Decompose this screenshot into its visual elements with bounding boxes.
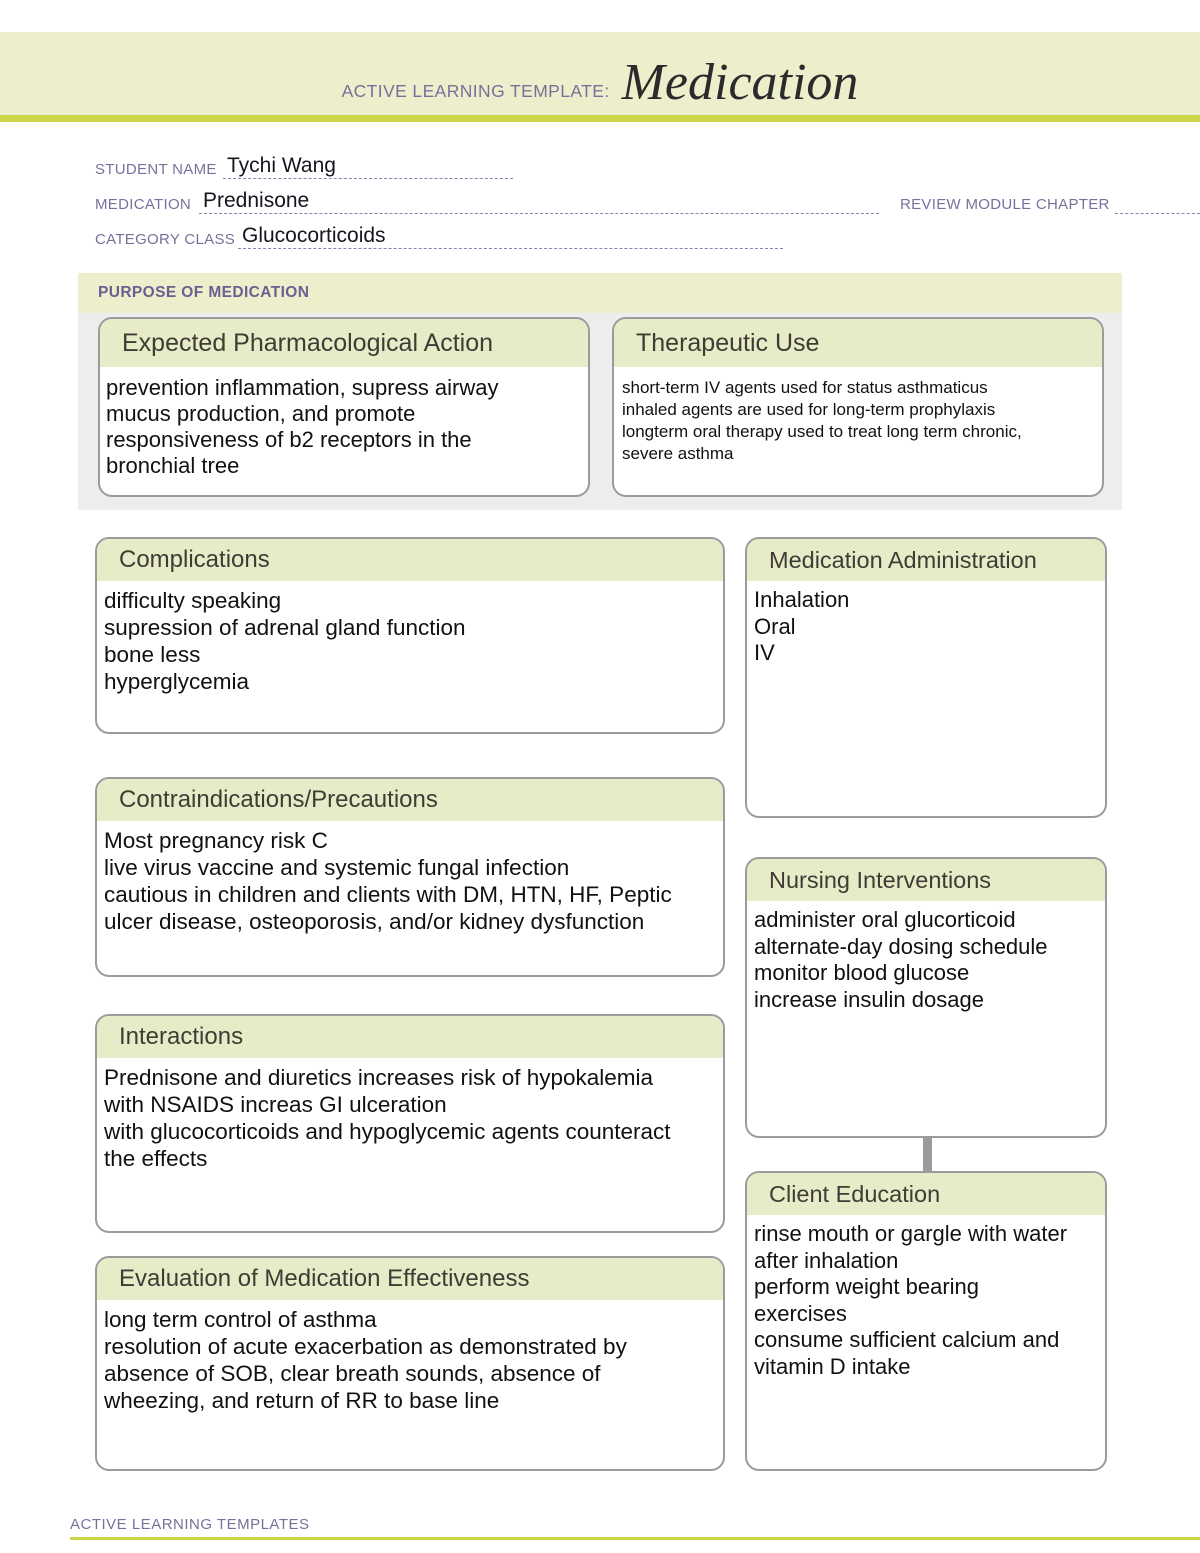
header-band (0, 32, 1200, 122)
complications-content[interactable] (97, 581, 723, 695)
content-line: short-term IV agents used for status asthmaticus (622, 378, 988, 397)
complications-title: Complications (119, 546, 270, 573)
content-line: Oral (754, 613, 796, 639)
content-line: administer oral glucorticoid (754, 907, 1016, 932)
content-line: resolution of acute exacerbation as demonstrated by (104, 1334, 627, 1359)
interactions-content[interactable] (97, 1058, 723, 1172)
expected-pharmacological-action-content[interactable] (100, 367, 588, 479)
content-line: monitor blood glucose (754, 960, 970, 985)
therapeutic-use-title: Therapeutic Use (636, 328, 820, 357)
therapeutic-use-box[interactable] (612, 317, 1104, 497)
evaluation-of-medication-effectiveness-title: Evaluation of Medication Effectiveness (119, 1265, 530, 1292)
content-line: after inhalation (754, 1247, 899, 1273)
content-line: Most pregnancy risk C (104, 828, 328, 853)
client-education-header (747, 1173, 1105, 1215)
content-line: supression of adrenal gland function (104, 615, 466, 640)
page-title: Medication (621, 54, 859, 111)
student-info-section (95, 150, 1110, 255)
category-class-underline (238, 248, 783, 249)
evaluation-of-medication-effectiveness-header (97, 1258, 723, 1300)
footer (70, 1516, 1200, 1540)
content-line: with glucocorticoids and hypoglycemic agents counteract (104, 1119, 671, 1144)
content-line: IV (754, 640, 775, 665)
nursing-interventions-box[interactable] (745, 857, 1107, 1138)
interactions-box[interactable] (95, 1014, 725, 1233)
content-line: long term control of asthma (104, 1307, 377, 1332)
client-education-title: Client Education (769, 1180, 941, 1207)
content-line: increase insulin dosage (754, 986, 984, 1012)
template-type-label: ACTIVE LEARNING TEMPLATE: (341, 81, 610, 101)
complications-header (97, 539, 723, 581)
content-line: bronchial tree (106, 453, 240, 478)
content-line: prevention inflammation, supress airway (106, 375, 499, 400)
nursing-to-client-education-connector (923, 1138, 932, 1172)
client-education-box[interactable] (745, 1171, 1107, 1471)
medication-row (95, 185, 1110, 220)
nursing-interventions-content[interactable] (747, 901, 1105, 1013)
medication-administration-box[interactable] (745, 537, 1107, 818)
content-line: severe asthma (622, 444, 734, 463)
content-line: inhaled agents are used for long-term prophylaxis (622, 400, 996, 419)
client-education-content[interactable] (747, 1215, 1105, 1380)
content-line: live virus vaccine and systemic fungal infection (104, 855, 570, 880)
medication-administration-content[interactable] (747, 581, 1105, 667)
content-line: Inhalation (754, 587, 850, 612)
content-line: alternate-day dosing schedule (754, 933, 1048, 959)
review-module-chapter-label: REVIEW MODULE CHAPTER (900, 196, 1110, 213)
content-line: perform weight bearing (754, 1274, 980, 1299)
content-line: exercises (754, 1300, 847, 1326)
category-class-row (95, 220, 1105, 255)
content-line: the effects (104, 1146, 208, 1171)
footer-rule (70, 1537, 1200, 1540)
expected-pharmacological-action-box[interactable] (98, 317, 590, 497)
interactions-title: Interactions (119, 1023, 244, 1050)
nursing-interventions-header (747, 859, 1105, 901)
content-line: with NSAIDS increas GI ulceration (104, 1092, 447, 1117)
content-line: hyperglycemia (104, 669, 250, 694)
contraindications-precautions-content[interactable] (97, 821, 723, 935)
content-line: ulcer disease, osteoporosis, and/or kidney dysfunction (104, 909, 645, 934)
evaluation-of-medication-effectiveness-content[interactable] (97, 1300, 723, 1414)
therapeutic-use-content[interactable] (614, 367, 1102, 465)
purpose-section-header (78, 273, 1122, 313)
medication-administration-title: Medication Administration (769, 546, 1037, 573)
expected-pharmacological-action-header (100, 319, 588, 367)
category-class-label: CATEGORY CLASS (95, 231, 236, 248)
content-line: responsiveness of b2 receptors in the (106, 427, 472, 452)
contraindications-precautions-title: Contraindications/Precautions (119, 786, 438, 813)
expected-pharmacological-action-title: Expected Pharmacological Action (122, 328, 494, 357)
contraindications-precautions-box[interactable] (95, 777, 725, 977)
category-class-field[interactable]: Glucocorticoids (242, 224, 386, 247)
therapeutic-use-header (614, 319, 1102, 367)
content-line: bone less (104, 642, 201, 667)
contraindications-precautions-header (97, 779, 723, 821)
purpose-of-medication-panel (78, 273, 1122, 510)
purpose-section-label: PURPOSE OF MEDICATION (98, 284, 310, 301)
student-name-field[interactable]: Tychi Wang (227, 154, 336, 177)
medication-underline (199, 213, 879, 214)
content-line: wheezing, and return of RR to base line (104, 1388, 500, 1413)
content-line: cautious in children and clients with DM, HTN, HF, Peptic (104, 882, 672, 907)
evaluation-of-medication-effectiveness-box[interactable] (95, 1256, 725, 1471)
medication-field[interactable]: Prednisone (203, 189, 310, 212)
complications-box[interactable] (95, 537, 725, 734)
student-name-underline (223, 178, 513, 179)
content-line: consume sufficient calcium and (754, 1327, 1060, 1352)
content-line: longterm oral therapy used to treat long term chronic, (622, 422, 1022, 441)
review-module-chapter-underline (1115, 213, 1200, 214)
nursing-interventions-title: Nursing Interventions (769, 866, 992, 893)
medication-label: MEDICATION (95, 196, 192, 213)
content-line: Prednisone and diuretics increases risk of hypokalemia (104, 1065, 654, 1090)
medication-administration-header (747, 539, 1105, 581)
footer-brand-text: ACTIVE LEARNING TEMPLATES (70, 1516, 310, 1533)
header-title-group (0, 32, 1200, 115)
content-line: difficulty speaking (104, 588, 282, 613)
student-name-row (95, 150, 1105, 185)
content-line: absence of SOB, clear breath sounds, absence of (104, 1361, 601, 1386)
content-line: rinse mouth or gargle with water (754, 1221, 1068, 1246)
content-line: mucus production, and promote (106, 401, 416, 426)
student-name-label: STUDENT NAME (95, 161, 217, 178)
interactions-header (97, 1016, 723, 1058)
content-line: vitamin D intake (754, 1353, 911, 1379)
